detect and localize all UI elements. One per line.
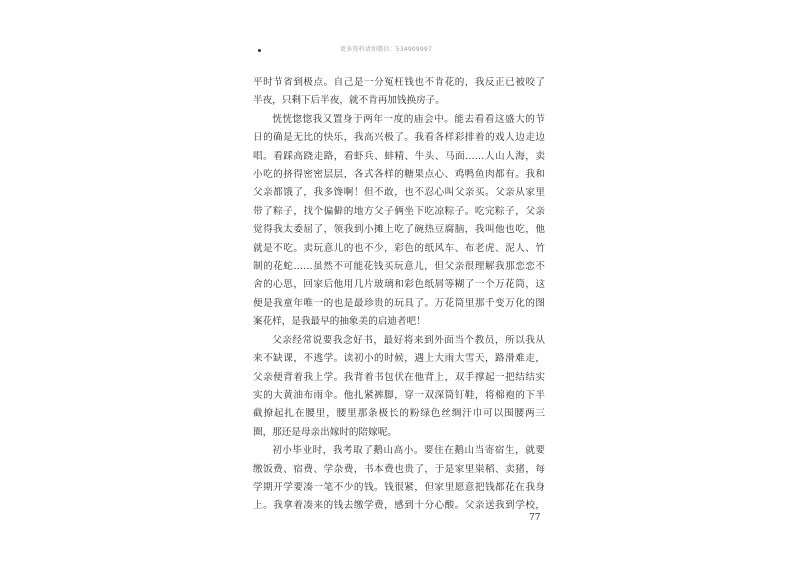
text-line: 日的确是无比的快乐，我高兴极了。我看各样彩排着的戏人边走边 [253,132,545,144]
text-line: 截撩起扎在腰里，腰里那条极长的粉绿色丝绸汗巾可以围腰两三 [253,408,545,420]
text-line: 平时节省到极点。自己是一分冤枉钱也不肯花的，我反正已被咬了 [253,77,545,88]
text-line: 学期开学要凑一笔不少的钱。钱很紧，但家里愿意把钱都花在我身 [253,481,545,493]
text-line: 半夜，只剩下后半夜，就不肯再加钱换房子。 [253,95,445,107]
page-mark-dot [258,49,261,52]
text-line: 案花样，是我最早的抽象美的启迪者吧！ [253,316,426,328]
text-line: 觉得我太委屈了，领我到小摊上吃了碗热豆腐脑，我叫他也吃，他 [253,224,545,236]
text-line: 带了粽子，找个偏僻的地方父子俩坐下吃凉粽子。吃完粽子，父亲 [253,205,545,217]
text-line: 唱。看踩高跷走路，看虾兵、蚌精、牛头、马面……人山人海，卖 [253,150,545,162]
text-line: 父亲都饿了，我多馋啊！但不敢，也不忍心叫父亲买。父亲从家里 [253,187,545,199]
text-line: 上。我拿着凑来的钱去缴学费，感到十分心酸。父亲送我到学校， [253,500,545,512]
text-line: 圈，那还是母亲出嫁时的陪嫁呢。 [253,426,397,438]
text-line: 初小毕业时，我考取了鹅山高小。要住在鹅山当寄宿生，就要 [272,445,545,457]
text-line: 恍恍惚惚我又置身于两年一度的庙会中。能去看看这盛大的节 [272,113,545,125]
text-line: 来不缺课，不逃学。读初小的时候，遇上大雨大雪天，路滑难走， [253,353,545,365]
text-line: 父亲便背着我上学。我背着书包伏在他背上，双手撑起一把结结实 [253,371,545,383]
text-line: 缴饭费、宿费、学杂费，书本费也贵了，于是家里粜稻、卖猪，每 [253,463,545,475]
body-text [253,74,545,516]
header-note: 更多资料请加微信：534909997 [340,46,432,53]
page-number: 77 [529,513,541,523]
text-line: 就是不吃。卖玩意儿的也不少，彩色的纸风车、布老虎、泥人、竹 [253,242,545,254]
text-line: 便是我童年唯一的也是最珍贵的玩具了。万花筒里那千变万化的图 [253,297,545,309]
text-line: 舍的心思，回家后他用几片玻璃和彩色纸屑等糊了一个万花筒，这 [253,279,545,291]
text-line: 父亲经常说要我念好书，最好将来到外面当个教员，所以我从 [272,334,545,346]
text-line: 小吃的挤得密密层层，各式各样的糖果点心、鸡鸭鱼肉都有。我和 [253,169,545,181]
text-line: 实的大黄油布雨伞。他扎紧裤脚，穿一双深筒钉鞋，将棉袍的下半 [253,389,545,401]
text-line: 制的花蛇……虽然不可能花钱买玩意儿，但父亲很理解我那恋恋不 [253,261,545,273]
